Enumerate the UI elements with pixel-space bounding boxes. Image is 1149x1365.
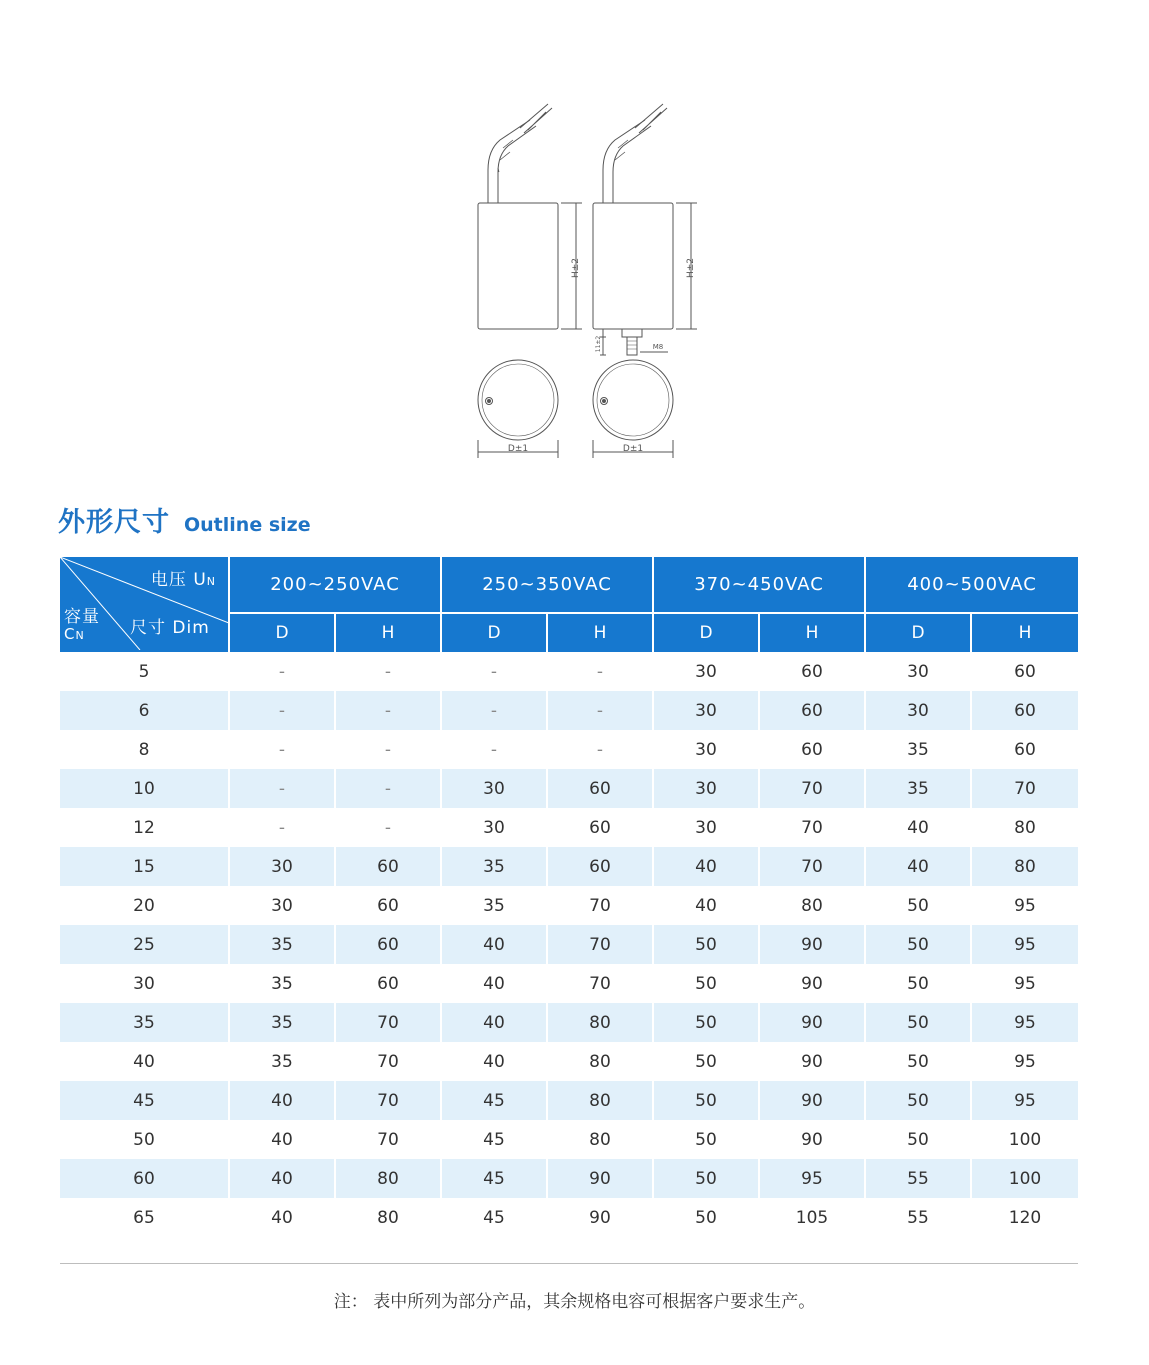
height-cell: 70 [971, 769, 1078, 808]
height-cell: 95 [971, 925, 1078, 964]
height-cell: 80 [335, 1198, 441, 1237]
height-cell: 90 [759, 1003, 865, 1042]
diameter-cell: 35 [229, 1003, 335, 1042]
diameter-cell: 50 [865, 1081, 971, 1120]
diameter-cell: 35 [441, 847, 547, 886]
capacity-cell: 50 [133, 1129, 155, 1150]
right-capacitor-body [593, 203, 673, 329]
height-column-header: H [759, 613, 865, 652]
diameter-cell: 35 [229, 964, 335, 1003]
diameter-cell: 40 [441, 1003, 547, 1042]
diameter-cell: 30 [229, 847, 335, 886]
diameter-cell: 50 [653, 925, 759, 964]
height-cell: 90 [759, 925, 865, 964]
diameter-cell: 35 [865, 730, 971, 769]
corner-capacity-label: 容量 CN [64, 607, 100, 643]
right-lead-wires [603, 104, 667, 203]
diameter-cell: 35 [229, 925, 335, 964]
diameter-cell: 40 [229, 1198, 335, 1237]
table-corner-header [60, 557, 229, 652]
table-row [60, 808, 1078, 847]
diameter-cell: 40 [865, 847, 971, 886]
height-cell: 100 [971, 1120, 1078, 1159]
height-cell: 60 [547, 808, 653, 847]
diameter-cell: 50 [865, 886, 971, 925]
height-cell: 70 [547, 964, 653, 1003]
height-cell: - [335, 808, 441, 847]
table-row [60, 652, 1078, 691]
table-row [60, 769, 1078, 808]
diameter-cell: - [229, 691, 335, 730]
diameter-cell: 30 [653, 808, 759, 847]
diameter-cell: 45 [441, 1120, 547, 1159]
height-cell: 60 [759, 691, 865, 730]
diameter-cell: - [441, 652, 547, 691]
diameter-cell: - [229, 769, 335, 808]
diameter-cell: 35 [441, 886, 547, 925]
diameter-cell: 50 [865, 964, 971, 1003]
diameter-cell: 30 [441, 808, 547, 847]
diameter-column-header: D [865, 613, 971, 652]
diameter-cell: 35 [865, 769, 971, 808]
diameter-cell: 40 [229, 1120, 335, 1159]
height-cell: 70 [759, 769, 865, 808]
height-cell: 90 [759, 964, 865, 1003]
height-cell: 80 [971, 808, 1078, 847]
diameter-column-header: D [229, 613, 335, 652]
height-cell: 90 [759, 1120, 865, 1159]
diameter-cell: 50 [653, 964, 759, 1003]
diameter-cell: 50 [653, 1003, 759, 1042]
height-cell: 70 [547, 925, 653, 964]
diameter-column-header: D [441, 613, 547, 652]
diameter-cell: 50 [653, 1159, 759, 1198]
height-cell: 80 [759, 886, 865, 925]
height-cell: 60 [971, 730, 1078, 769]
height-cell: 120 [971, 1198, 1078, 1237]
capacity-cell: 12 [133, 817, 155, 838]
left-capacitor-body [478, 203, 558, 329]
diameter-cell: 35 [229, 1042, 335, 1081]
height-cell: 80 [547, 1081, 653, 1120]
diameter-cell: 40 [865, 808, 971, 847]
height-cell: 60 [971, 691, 1078, 730]
diameter-cell: 45 [441, 1081, 547, 1120]
height-cell: - [547, 691, 653, 730]
diameter-cell: 50 [653, 1120, 759, 1159]
diameter-cell: 50 [865, 925, 971, 964]
height-cell: - [335, 691, 441, 730]
height-cell: - [547, 652, 653, 691]
capacity-cell: 20 [133, 895, 155, 916]
height-cell: 70 [335, 1003, 441, 1042]
capacity-cell: 30 [133, 973, 155, 994]
table-row [60, 1159, 1078, 1198]
height-cell: 60 [335, 847, 441, 886]
height-cell: 70 [335, 1042, 441, 1081]
diameter-cell: 30 [653, 652, 759, 691]
right-diameter-label: D±1 [622, 444, 644, 454]
capacity-cell: 35 [60, 1003, 229, 1042]
height-cell: 95 [971, 886, 1078, 925]
height-cell: - [547, 730, 653, 769]
diameter-cell: 55 [865, 1159, 971, 1198]
height-cell: 90 [547, 1159, 653, 1198]
table-row [60, 691, 1078, 730]
height-column-header: H [547, 613, 653, 652]
table-row [60, 847, 1078, 886]
diameter-cell: 50 [865, 1042, 971, 1081]
diameter-cell: 30 [653, 769, 759, 808]
diameter-cell: 30 [653, 730, 759, 769]
diameter-cell: 50 [653, 1042, 759, 1081]
voltage-group-header: 200~250VAC [229, 557, 441, 613]
table-row [60, 964, 1078, 1003]
height-cell: - [335, 730, 441, 769]
height-column-header: H [335, 613, 441, 652]
diameter-cell: 55 [865, 1198, 971, 1237]
left-diameter-label: D±1 [507, 444, 529, 454]
table-row [60, 1003, 1078, 1042]
height-cell: 80 [547, 1042, 653, 1081]
capacity-cell: 15 [60, 847, 229, 886]
height-cell: 60 [335, 964, 441, 1003]
height-cell: 80 [547, 1003, 653, 1042]
footnote: 注： 表中所列为部分产品，其余规格电容可根据客户要求生产。 [333, 1292, 816, 1312]
height-cell: - [335, 652, 441, 691]
height-cell: 70 [759, 847, 865, 886]
diameter-cell: - [229, 652, 335, 691]
capacity-cell: 8 [138, 739, 150, 760]
capacity-cell: 5 [138, 661, 150, 682]
diameter-cell: 40 [653, 886, 759, 925]
diameter-column-header: D [653, 613, 759, 652]
diameter-cell: 30 [865, 691, 971, 730]
diameter-cell: 30 [441, 769, 547, 808]
diameter-cell: - [441, 691, 547, 730]
left-height-label: H±2 [571, 257, 581, 279]
table-body [60, 652, 1078, 1237]
height-cell: 90 [759, 1042, 865, 1081]
diameter-cell: 50 [653, 1081, 759, 1120]
height-cell: 80 [547, 1120, 653, 1159]
capacity-cell: 25 [60, 925, 229, 964]
height-cell: 70 [335, 1120, 441, 1159]
height-cell: 60 [547, 769, 653, 808]
table-row [60, 925, 1078, 964]
diameter-cell: 40 [441, 1042, 547, 1081]
voltage-group-header: 250~350VAC [441, 557, 653, 613]
voltage-group-header: 370~450VAC [653, 557, 865, 613]
height-cell: 60 [335, 925, 441, 964]
table-row [60, 886, 1078, 925]
diameter-cell: 40 [229, 1081, 335, 1120]
capacitor-outline-drawing [0, 0, 1149, 480]
left-lead-wires [488, 104, 552, 203]
capacity-cell: 6 [60, 691, 229, 730]
height-cell: 60 [759, 652, 865, 691]
capacity-cell: 40 [133, 1051, 155, 1072]
corner-dim-label: 尺寸 Dim [130, 618, 210, 638]
height-cell: 90 [547, 1198, 653, 1237]
diameter-cell: - [229, 730, 335, 769]
diameter-cell: 30 [865, 652, 971, 691]
table-row [60, 1042, 1078, 1081]
table-row [60, 730, 1078, 769]
diameter-cell: - [229, 808, 335, 847]
right-height-label: H±2 [686, 257, 696, 279]
height-cell: 80 [971, 847, 1078, 886]
height-cell: 95 [759, 1159, 865, 1198]
height-cell: 60 [759, 730, 865, 769]
diameter-cell: 45 [441, 1159, 547, 1198]
diameter-cell: 40 [229, 1159, 335, 1198]
diameter-cell: 50 [865, 1003, 971, 1042]
footer-divider [60, 1263, 1078, 1264]
table-row [60, 1120, 1078, 1159]
height-cell: 70 [759, 808, 865, 847]
diameter-cell: 30 [653, 691, 759, 730]
height-cell: 95 [971, 1003, 1078, 1042]
height-cell: 80 [335, 1159, 441, 1198]
diameter-cell: 50 [653, 1198, 759, 1237]
diameter-cell: - [441, 730, 547, 769]
height-cell: 60 [335, 886, 441, 925]
mounting-stud [600, 329, 668, 355]
section-heading [58, 500, 311, 544]
capacity-cell: 65 [133, 1207, 155, 1228]
table-row [60, 1198, 1078, 1237]
diameter-cell: 30 [229, 886, 335, 925]
diameter-cell: 45 [441, 1198, 547, 1237]
section-title-zh: 外形尺寸 [58, 507, 170, 538]
stud-thread-label: M8 [652, 343, 664, 351]
corner-voltage-label: 电压 UN [150, 570, 216, 590]
diameter-cell: 40 [441, 964, 547, 1003]
section-title-en: Outline size [184, 514, 311, 536]
height-cell: 60 [547, 847, 653, 886]
height-cell: 60 [971, 652, 1078, 691]
diameter-cell: 40 [441, 925, 547, 964]
height-cell: 105 [759, 1198, 865, 1237]
stud-height-label: 11±2 [595, 335, 602, 353]
capacity-cell: 10 [60, 769, 229, 808]
table-row [60, 1081, 1078, 1120]
height-cell: 95 [971, 1042, 1078, 1081]
diameter-cell: 40 [653, 847, 759, 886]
height-cell: - [335, 769, 441, 808]
height-cell: 70 [547, 886, 653, 925]
height-cell: 70 [335, 1081, 441, 1120]
voltage-group-header: 400~500VAC [865, 557, 1078, 613]
height-cell: 100 [971, 1159, 1078, 1198]
height-cell: 95 [971, 964, 1078, 1003]
dimension-table [60, 557, 1078, 1237]
height-column-header: H [971, 613, 1078, 652]
capacity-cell: 60 [60, 1159, 229, 1198]
height-cell: 90 [759, 1081, 865, 1120]
diameter-cell: 50 [865, 1120, 971, 1159]
height-cell: 95 [971, 1081, 1078, 1120]
capacity-cell: 45 [60, 1081, 229, 1120]
